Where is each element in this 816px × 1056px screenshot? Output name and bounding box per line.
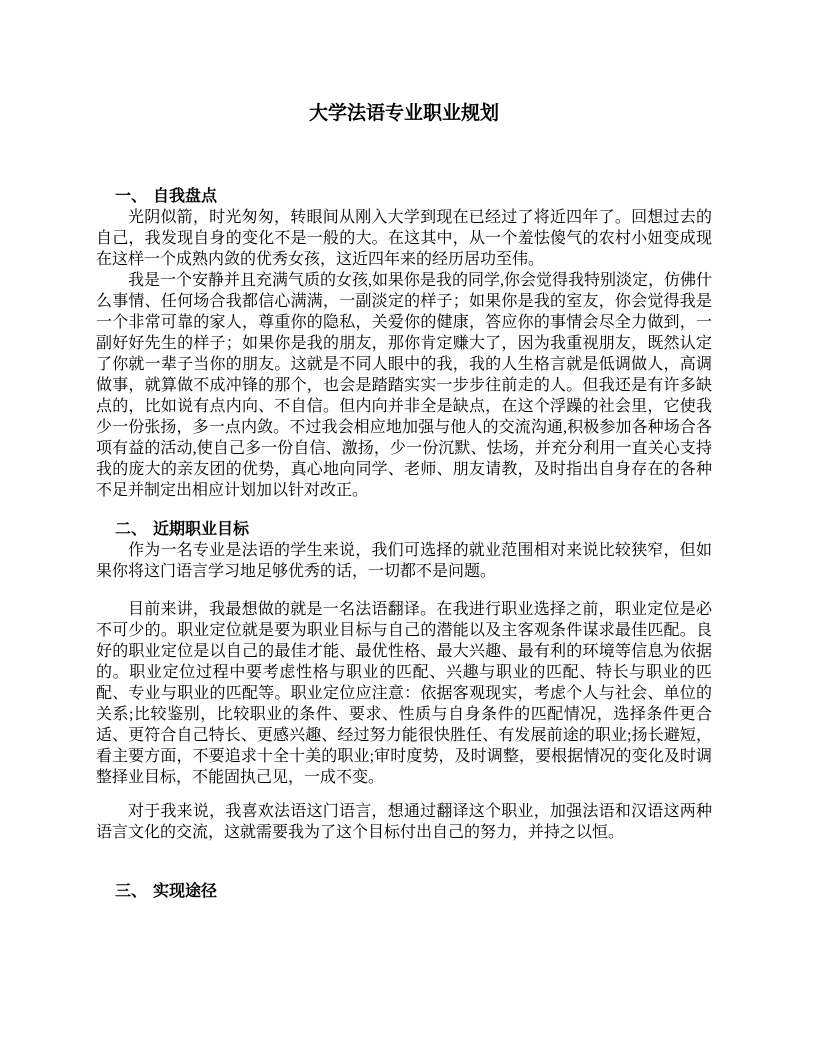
section-1-title: 自我盘点 <box>153 188 218 205</box>
paragraph: 对于我来说，我喜欢法语这门语言，想通过翻译这个职业，加强法语和汉语这两种语言文化的交流，这就需要我为了这个目标付出自己的努力，并持之以恒。 <box>96 803 712 841</box>
section-implementation-path <box>96 881 712 902</box>
section-1-number: 一、 <box>115 188 148 205</box>
section-career-goal <box>96 519 712 843</box>
section-3-heading <box>115 881 712 902</box>
section-3-number: 三、 <box>115 883 148 900</box>
section-1-heading <box>115 186 712 207</box>
section-2-number: 二、 <box>115 521 148 538</box>
section-2-heading <box>115 519 712 540</box>
section-2-title: 近期职业目标 <box>153 521 250 538</box>
document-title: 大学法语专业职业规划 <box>308 103 499 124</box>
section-self-assessment <box>96 186 712 501</box>
paragraph: 我是一个安静并且充满气质的女孩,如果你是我的同学,你会觉得我特别淡定，仿佛什么事情、任何场合我都信心满满，一副淡定的样子；如果你是我的室友，你会觉得我是一个非常可靠的家人，尊重你的隐私，关爱你的健康，答应你的事情会尽全力做到，一副好好先生的样子；如果你是我的朋友，那你肯定赚大了，因为我重视朋友，既然认定了你就一辈子当你的朋友。这就是不同人眼中的我，我的人生格言就是低调做人，高调做事，就算做不成冲锋的那个，也会是踏踏实实一步步往前走的人。但我还是有许多缺点的，比如说有点内向、不自信。但内向并非全是缺点，在这个浮躁的社会里，它使我少一份张扬，多一点内敛。不过我会相应地加强与他人的交流沟通,积极参加各种场合各项有益的活动,使自己多一份自信、激扬，少一份沉默、怯场，并充分利用一直关心支持我的庞大的亲友团的优势，真心地向同学、老师、朋友请教，及时指出自身存在的各种不足并制定出相应计划加以针对改正。 <box>96 272 713 499</box>
section-3-title: 实现途径 <box>153 883 218 900</box>
paragraph: 光阴似箭，时光匆匆，转眼间从刚入大学到现在已经过了将近四年了。回想过去的自己，我发现自身的变化不是一般的大。在这其中，从一个羞怯傻气的农村小妞变成现在这样一个成熟内敛的优秀女孩，这近四年来的经历居功至伟。 <box>96 209 712 268</box>
paragraph: 目前来讲，我最想做的就是一名法语翻译。在我进行职业选择之前，职业定位是必不可少的。职业定位就是要为职业目标与自己的潜能以及主客观条件谋求最佳匹配。良好的职业定位是以自己的最佳才能、最优性格、最大兴趣、最有利的环境等信息为依据的。职业定位过程中要考虑性格与职业的匹配、兴趣与职业的匹配、特长与职业的匹配、专业与职业的匹配等。职业定位应注意：依据客观现实，考虑个人与社会、单位的关系;比较鉴别，比较职业的条件、要求、性质与自身条件的匹配情况，选择条件更合适、更符合自己特长、更感兴趣、经过努力能很快胜任、有发展前途的职业;扬长避短，看主要方面，不要追求十全十美的职业;审时度势，及时调整，要根据情况的变化及时调整择业目标，不能固执己见，一成不变。 <box>96 601 712 786</box>
paragraph: 作为一名专业是法语的学生来说，我们可选择的就业范围相对来说比较狭窄，但如果你将这门语言学习地足够优秀的话，一切都不是问题。 <box>96 542 712 580</box>
